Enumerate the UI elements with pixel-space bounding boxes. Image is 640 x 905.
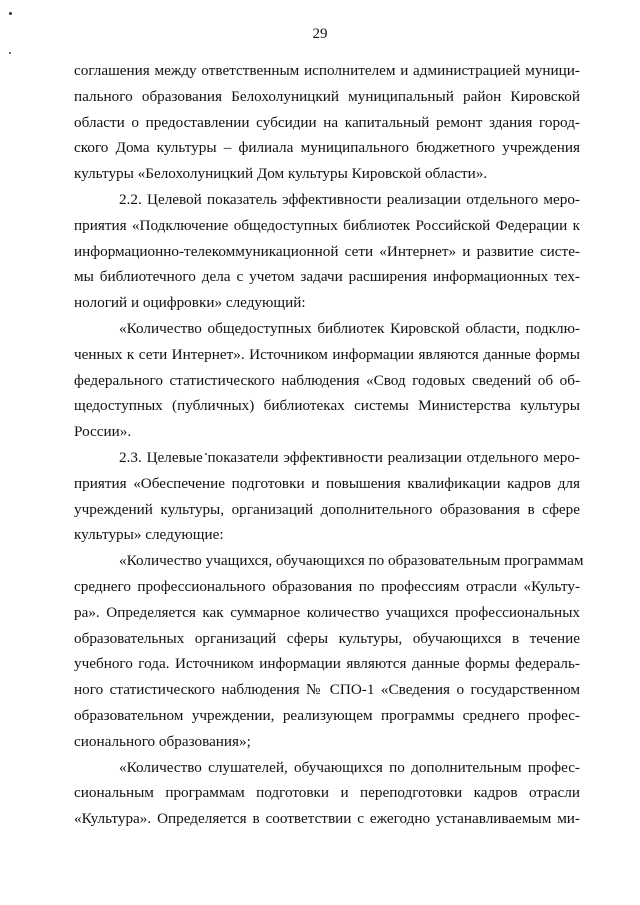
text-line: ного статистического наблюдения № СПО-1 «Сведения о государственном [74, 681, 580, 699]
text-line: мы библиотечного дела с учетом задачи расширения информационных тех- [74, 268, 580, 286]
text-line: ского Дома культуры – филиала муниципального бюджетного учреждения [74, 139, 580, 157]
text-line: среднего профессионального образования по профессиям отрасли «Культу- [74, 577, 580, 595]
scan-speck [9, 12, 12, 15]
text-line: культуры «Белохолуницкий Дом культуры Кировской области». [74, 165, 488, 183]
text-line: приятия «Обеспечение подготовки и повышения квалификации кадров для [74, 474, 580, 492]
text-line: сионального образования»; [74, 732, 251, 750]
text-line: «Количество слушателей, обучающихся по дополнительным профес- [119, 758, 580, 776]
text-line: нологий и оцифровки» следующий: [74, 294, 306, 312]
text-line: образовательных организаций сферы культуры, обучающихся в течение [74, 629, 580, 647]
text-line: «Количество общедоступных библиотек Кировской области, подклю- [119, 319, 580, 337]
text-line: 2.2. Целевой показатель эффективности реализации отдельного меро- [119, 190, 580, 208]
text-line: сиональным программам подготовки и переподготовки кадров отрасли [74, 784, 580, 802]
paragraph-section-2-3 [74, 445, 580, 548]
text-line: ра». Определяется как суммарное количество учащихся профессиональных [74, 603, 580, 621]
text-line: федерального статистического наблюдения «Свод годовых сведений об об- [74, 371, 580, 389]
paragraph-continuation [74, 58, 580, 187]
text-line: ченных к сети Интернет». Источником информации являются данные формы [74, 345, 580, 363]
text-line: щедоступных (публичных) библиотеках системы Министерства культуры [74, 397, 580, 415]
text-line: учреждений культуры, организаций дополнительного образования в сфере [74, 500, 580, 518]
text-line: образовательном учреждении, реализующем программы среднего профес- [74, 706, 580, 724]
document-body [74, 58, 584, 832]
text-line: области о предоставлении субсидии на капитальный ремонт здания город- [74, 113, 580, 131]
text-line: культуры» следующие: [74, 526, 224, 544]
paragraph-section-2-2 [74, 187, 580, 316]
text-line: «Количество учащихся, обучающихся по образовательным программам [119, 552, 584, 570]
paragraph-students-indicator [74, 548, 584, 754]
page-number: 29 [312, 26, 328, 42]
text-line: России». [74, 423, 132, 441]
scan-speck [9, 52, 11, 54]
paragraph-listeners-indicator [74, 755, 580, 832]
text-line: информационно-телекоммуникационной сети «Интернет» и развитие систе- [74, 242, 580, 260]
text-line: приятия «Подключение общедоступных библиотек Российской Федерации к [74, 216, 580, 234]
text-line: учебного года. Источником информации являются данные формы федераль- [74, 655, 580, 673]
text-line: соглашения между ответственным исполнителем и администрацией муници- [74, 62, 580, 79]
text-line: пального образования Белохолуницкий муниципальный район Кировской [74, 87, 580, 105]
text-line: «Культура». Определяется в соответствии с ежегодно устанавливаемым ми- [74, 810, 580, 828]
paragraph-library-indicator [74, 316, 580, 445]
text-line: 2.3. Целевые показатели эффективности реализации отдельного меро- [119, 448, 580, 466]
